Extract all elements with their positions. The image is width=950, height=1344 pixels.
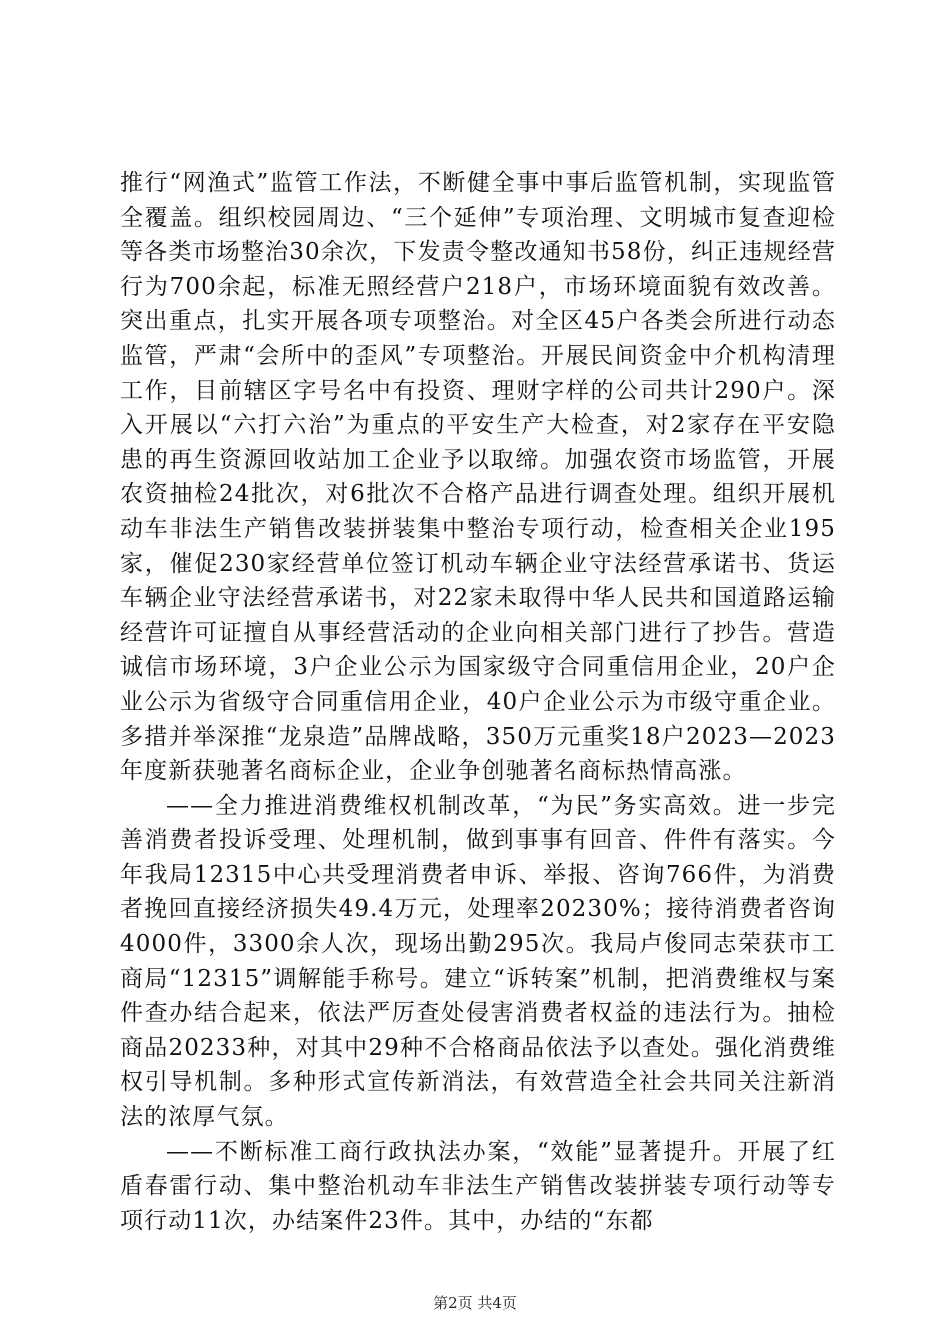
page-number-footer: 第2页 共4页 (433, 1294, 517, 1312)
paragraph-law-enforcement: ——不断标准工商行政执法办案，“效能”显著提升。开展了红盾春雷行动、集中整治机动车非法生产销售改装拼装专项行动等专项行动11次，办结案件23件。其中，办结的“东都 (120, 1138, 836, 1234)
paragraph-consumer-rights: ——全力推进消费维权机制改革，“为民”务实高效。进一步完善消费者投诉受理、处理机制，做到事事有回音、件件有落实。今年我局12315中心共受理消费者申诉、举报、咨询766件，为消费者挽回直接经济损失49.4万元，处理率20230%；接待消费者咨询4000件，3300余人次，现场出勤295次。我局卢俊同志荣获市工商局“12315”调解能手称号。建立“诉转案”机制，把消费维权与案件查办结合起来，依法严厉查处侵害消费者权益的违法行为。抽检商品20233种，对其中29种不合格商品依法予以查处。强化消费维权引导机制。多种形式宣传新消法，有效营造全社会共同关注新消法的浓厚气氛。 (120, 792, 836, 1131)
paragraph-market-supervision: 推行“网渔式”监管工作法，不断健全事中事后监管机制，实现监管全覆盖。组织校园周边、“三个延伸”专项治理、文明城市复查迎检等各类市场整治30余次，下发责令整改通知书58份，纠正违规经营行为700余起，标准无照经营户218户，市场环境面貌有效改善。突出重点，扎实开展各项专项整治。对全区45户各类会所进行动态监管，严肃“会所中的歪风”专项整治。开展民间资金中介机构清理工作，目前辖区字号名中有投资、理财字样的公司共计290户。深入开展以“六打六治”为重点的平安生产大检查，对2家存在平安隐患的再生资源回收站加工企业予以取缔。加强农资市场监管，开展农资抽检24批次，对6批次不合格产品进行调查处理。组织开展机动车非法生产销售改装拼装集中整治专项行动，检查相关企业195家，催促230家经营单位签订机动车辆企业守法经营承诺书、货运车辆企业守法经营承诺书，对22家未取得中华人民共和国道路运输经营许可证擅自从事经营活动的企业向相关部门进行了抄告。营造诚信市场环境，3户企业公示为国家级守合同重信用企业，20户企业公示为省级守合同重信用企业，40户企业公示为市级守重企业。多措并举深推“龙泉造”品牌战略，350万元重奖18户2023—2023年度新获驰著名商标企业，企业争创驰著名商标热情高涨。 (120, 170, 836, 785)
document-body (120, 166, 836, 1238)
